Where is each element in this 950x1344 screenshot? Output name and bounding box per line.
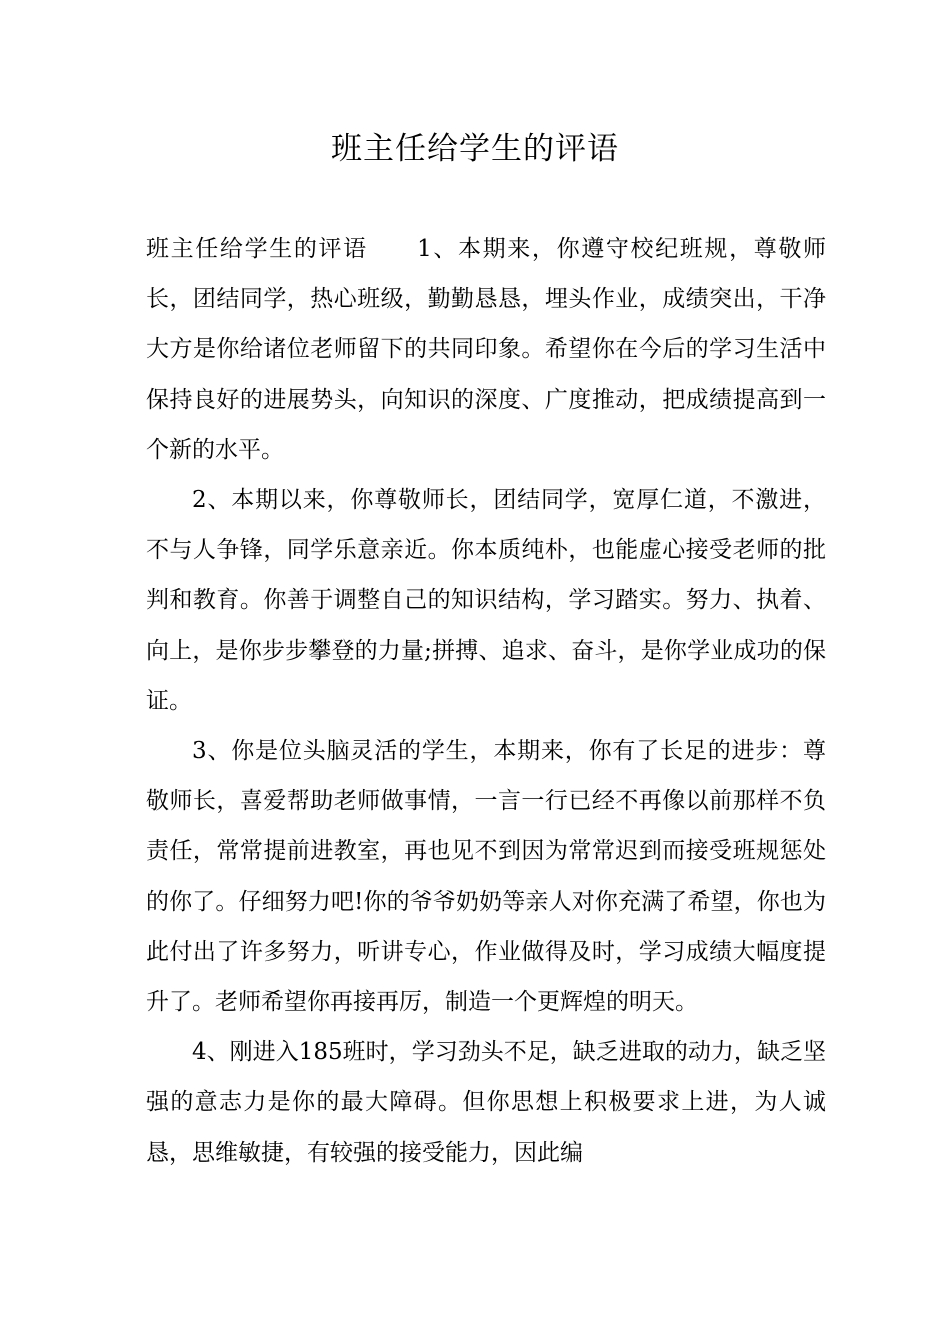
paragraph-1: 班主任给学生的评语 1、本期来，你遵守校纪班规，尊敬师长，团结同学，热心班级，勤勤恳恳，埋头作业，成绩突出，干净大方是你给诸位老师留下的共同印象。希望你在今后的学习生活中保持良好的进展势头，向知识的深度、广度推动，把成绩提高到一个新的水平。 [146,236,826,463]
paragraph-3: 3、你是位头脑灵活的学生，本期来，你有了长足的进步：尊敬师长，喜爱帮助老师做事情，一言一行已经不再像以前那样不负责任，常常提前进教室，再也见不到因为常常迟到而接受班规惩处的你了。仔细努力吧!你的爷爷奶奶等亲人对你充满了希望，你也为此付出了许多努力，听讲专心，作业做得及时，学习成绩大幅度提升了。老师希望你再接再厉，制造一个更辉煌的明天。 [146,738,826,1016]
paragraph-2: 2、本期以来，你尊敬师长，团结同学，宽厚仁道，不激进，不与人争锋，同学乐意亲近。你本质纯朴，也能虚心接受老师的批判和教育。你善于调整自己的知识结构，学习踏实。努力、执着、向上，是你步步攀登的力量;拼搏、追求、奋斗，是你学业成功的保证。 [146,487,826,714]
document-title: 班主任给学生的评语 [331,131,619,167]
document-body [146,224,826,1178]
paragraph-4: 4、刚进入185班时，学习劲头不足，缺乏进取的动力，缺乏坚强的意志力是你的最大障碍。但你思想上积极要求上进，为人诚恳，思维敏捷，有较强的接受能力，因此编 [146,1039,826,1166]
